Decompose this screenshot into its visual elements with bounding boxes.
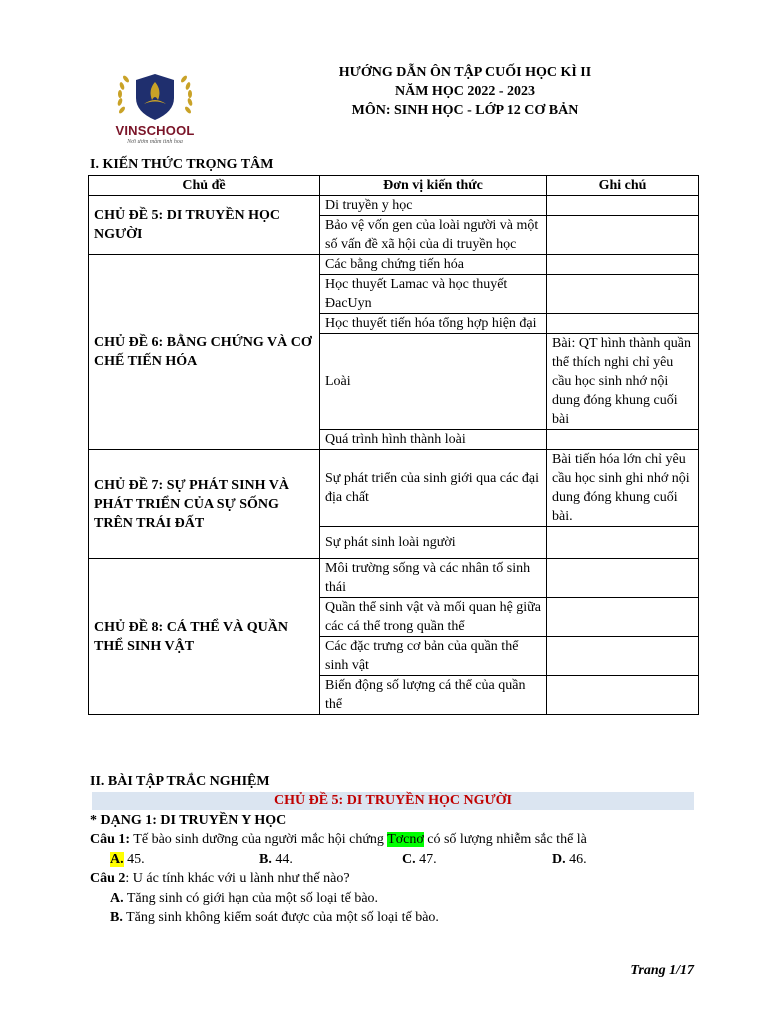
page-number: Trang 1/17: [630, 963, 694, 978]
option-text: Tăng sinh không kiểm soát được của một số loại tế bào.: [122, 910, 439, 925]
unit-cell: Quá trình hình thành loài: [320, 430, 547, 450]
note-cell: Bài tiến hóa lớn chỉ yêu cầu học sinh ghi nhớ nội dung đóng khung cuối bài.: [547, 450, 699, 527]
question-1-option-d: [552, 850, 587, 869]
question-2-option-a: [110, 889, 378, 908]
option-text: Tăng sinh có giới hạn của một số loại tế bào.: [123, 891, 379, 906]
unit-cell: Loài: [320, 334, 547, 430]
question-1-text-start: Tế bào sinh dưỡng của người mắc hội chứng: [130, 832, 388, 847]
topic-cell: CHỦ ĐỀ 7: SỰ PHÁT SINH VÀ PHÁT TRIỂN CỦA SỰ SỐNG TRÊN TRÁI ĐẤT: [89, 450, 320, 559]
table-row: [89, 559, 699, 598]
option-letter: D.: [552, 852, 566, 867]
note-cell: [547, 216, 699, 255]
subject-line: MÔN: SINH HỌC - LỚP 12 CƠ BẢN: [351, 103, 579, 118]
table-header-row: [89, 176, 699, 196]
note-cell: [547, 275, 699, 314]
option-text: 45.: [123, 852, 145, 867]
topic-cell: CHỦ ĐỀ 6: BẰNG CHỨNG VÀ CƠ CHẾ TIẾN HÓA: [89, 255, 320, 450]
note-cell: [547, 314, 699, 334]
section-1-title: I. KIẾN THỨC TRỌNG TÂM: [90, 157, 274, 172]
question-type-heading: * DẠNG 1: DI TRUYỀN Y HỌC: [90, 813, 287, 828]
section-2-title: II. BÀI TẬP TRẮC NGHIỆM: [90, 774, 270, 789]
question-1-label: Câu 1:: [90, 832, 131, 847]
question-1-option-b: [259, 850, 293, 869]
unit-cell: Môi trường sống và các nhân tố sinh thái: [320, 559, 547, 598]
logo-name: VINSCHOOL: [115, 123, 195, 138]
option-text: 46.: [565, 852, 587, 867]
topic-band: CHỦ ĐỀ 5: DI TRUYỀN HỌC NGƯỜI: [92, 792, 694, 810]
option-text: 47.: [415, 852, 437, 867]
option-letter: B.: [110, 910, 123, 925]
question-2: [90, 869, 350, 888]
note-cell: [547, 637, 699, 676]
note-cell: [547, 255, 699, 275]
logo-tagline: Nơi ươm mầm tinh hoa: [127, 139, 183, 145]
unit-cell: Học thuyết tiến hóa tổng hợp hiện đại: [320, 314, 547, 334]
question-2-label: Câu 2: [90, 871, 126, 886]
note-cell: [547, 598, 699, 637]
unit-cell: Sự phát triển của sinh giới qua các đại địa chất: [320, 450, 547, 527]
note-cell: [547, 527, 699, 559]
unit-cell: Quần thể sinh vật và mối quan hệ giữa các cá thể trong quần thể: [320, 598, 547, 637]
unit-cell: Các đặc trưng cơ bản của quần thể sinh vật: [320, 637, 547, 676]
header-unit: Đơn vị kiến thức: [320, 176, 547, 196]
topic-cell: CHỦ ĐỀ 8: CÁ THỂ VÀ QUẦN THỂ SINH VẬT: [89, 559, 320, 715]
option-letter: B.: [259, 852, 272, 867]
note-cell: [547, 559, 699, 598]
question-1-text-end: có số lượng nhiễm sắc thể là: [423, 832, 587, 847]
question-1-option-a: [110, 850, 145, 869]
unit-cell: Các bằng chứng tiến hóa: [320, 255, 547, 275]
table-row: [89, 450, 699, 527]
unit-cell: Biến động số lượng cá thể của quần thể: [320, 676, 547, 715]
topic-cell: CHỦ ĐỀ 5: DI TRUYỀN HỌC NGƯỜI: [89, 196, 320, 255]
question-1-option-c: [402, 850, 437, 869]
note-cell: [547, 196, 699, 216]
document-title: HƯỚNG DẪN ÔN TẬP CUỐI HỌC KÌ II: [338, 65, 592, 80]
note-cell: Bài: QT hình thành quần thể thích nghi chỉ yêu cầu học sinh nhớ nội dung đóng khung cuối bài: [547, 334, 699, 430]
question-1: [90, 830, 587, 849]
header-note: Ghi chú: [547, 176, 699, 196]
question-2-text: : U ác tính khác với u lành như thế nào?: [125, 871, 350, 886]
unit-cell: Di truyền y học: [320, 196, 547, 216]
knowledge-table: [88, 175, 699, 715]
school-year: NĂM HỌC 2022 - 2023: [395, 84, 535, 99]
option-text: 44.: [271, 852, 293, 867]
note-cell: [547, 676, 699, 715]
option-letter: A.: [110, 852, 124, 867]
unit-cell: Bảo vệ vốn gen của loài người và một số vấn đề xã hội của di truyền học: [320, 216, 547, 255]
unit-cell: Sự phát sinh loài người: [320, 527, 547, 559]
question-1-highlight: Tơcnơ: [387, 832, 424, 847]
option-letter: A.: [110, 891, 124, 906]
unit-cell: Học thuyết Lamac và học thuyết ĐacUyn: [320, 275, 547, 314]
header-topic: Chủ đề: [89, 176, 320, 196]
table-row: [89, 255, 699, 275]
question-2-option-b: [110, 908, 439, 927]
note-cell: [547, 430, 699, 450]
table-row: [89, 196, 699, 216]
laurel-crest-icon: [112, 68, 198, 124]
school-logo: [112, 68, 198, 154]
option-letter: C.: [402, 852, 416, 867]
